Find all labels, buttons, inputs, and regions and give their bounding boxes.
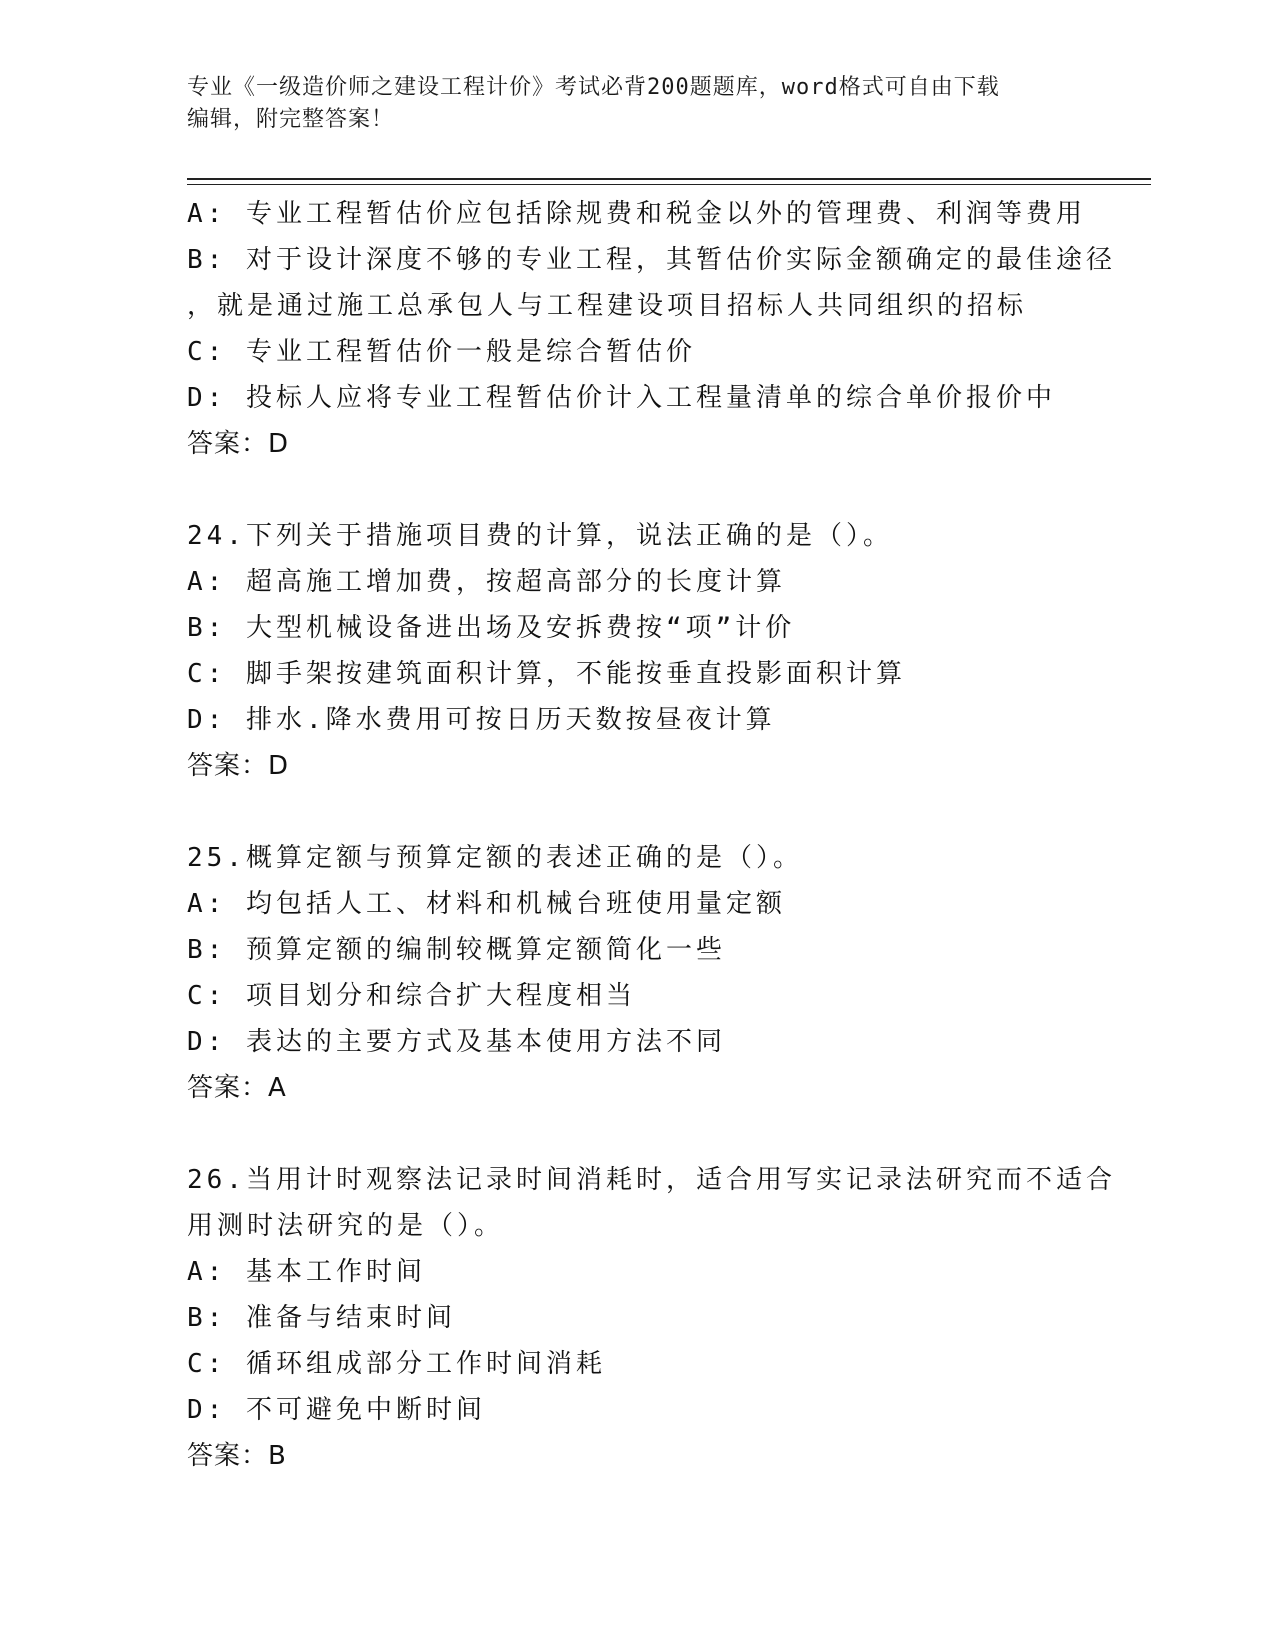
document-header [187, 72, 1087, 136]
option-c: C: 项目划分和综合扩大程度相当 [187, 981, 636, 1011]
answer: 答案：D [187, 429, 290, 459]
header-line-1: 专业《一级造价师之建设工程计价》考试必背200题题库，word格式可自由下载 [187, 75, 1000, 100]
option-a: A: 基本工作时间 [187, 1257, 426, 1287]
header-line-2: 编辑，附完整答案！ [187, 107, 395, 132]
question-23 [187, 191, 1127, 467]
option-c: C: 脚手架按建筑面积计算，不能按垂直投影面积计算 [187, 659, 906, 689]
option-c: C: 循环组成部分工作时间消耗 [187, 1349, 606, 1379]
header-rule-thin [187, 184, 1151, 185]
option-b: B: 准备与结束时间 [187, 1303, 456, 1333]
question-list [187, 191, 1127, 1479]
option-a: A: 超高施工增加费，按超高部分的长度计算 [187, 567, 786, 597]
answer: 答案：D [187, 751, 290, 781]
option-b: B: 预算定额的编制较概算定额简化一些 [187, 935, 726, 965]
question-text: 26.当用计时观察法记录时间消耗时，适合用写实记录法研究而不适合 [187, 1165, 1116, 1195]
question-text: 25.概算定额与预算定额的表述正确的是（）。 [187, 843, 803, 873]
answer: 答案：B [187, 1441, 287, 1471]
answer: 答案：A [187, 1073, 287, 1103]
question-text-continued: 用测时法研究的是（）。 [187, 1211, 505, 1241]
option-d: D: 排水.降水费用可按日历天数按昼夜计算 [187, 705, 776, 735]
option-a: A: 专业工程暂估价应包括除规费和税金以外的管理费、利润等费用 [187, 199, 1086, 229]
option-b: B: 大型机械设备进出场及安拆费按“项”计价 [187, 613, 796, 643]
option-b: B: 对于设计深度不够的专业工程，其暂估价实际金额确定的最佳途径 [187, 245, 1116, 275]
spacer [187, 1111, 1127, 1157]
question-24 [187, 513, 1127, 789]
question-25 [187, 835, 1127, 1111]
spacer [187, 789, 1127, 835]
spacer [187, 467, 1127, 513]
question-26 [187, 1157, 1127, 1479]
option-a: A: 均包括人工、材料和机械台班使用量定额 [187, 889, 786, 919]
option-d: D: 投标人应将专业工程暂估价计入工程量清单的综合单价报价中 [187, 383, 1056, 413]
question-text: 24.下列关于措施项目费的计算，说法正确的是（）。 [187, 521, 893, 551]
option-d: D: 表达的主要方式及基本使用方法不同 [187, 1027, 726, 1057]
option-d: D: 不可避免中断时间 [187, 1395, 486, 1425]
header-rule-thick [187, 178, 1151, 180]
option-c: C: 专业工程暂估价一般是综合暂估价 [187, 337, 696, 367]
option-b-continued: ，就是通过施工总承包人与工程建设项目招标人共同组织的招标 [187, 291, 1028, 321]
